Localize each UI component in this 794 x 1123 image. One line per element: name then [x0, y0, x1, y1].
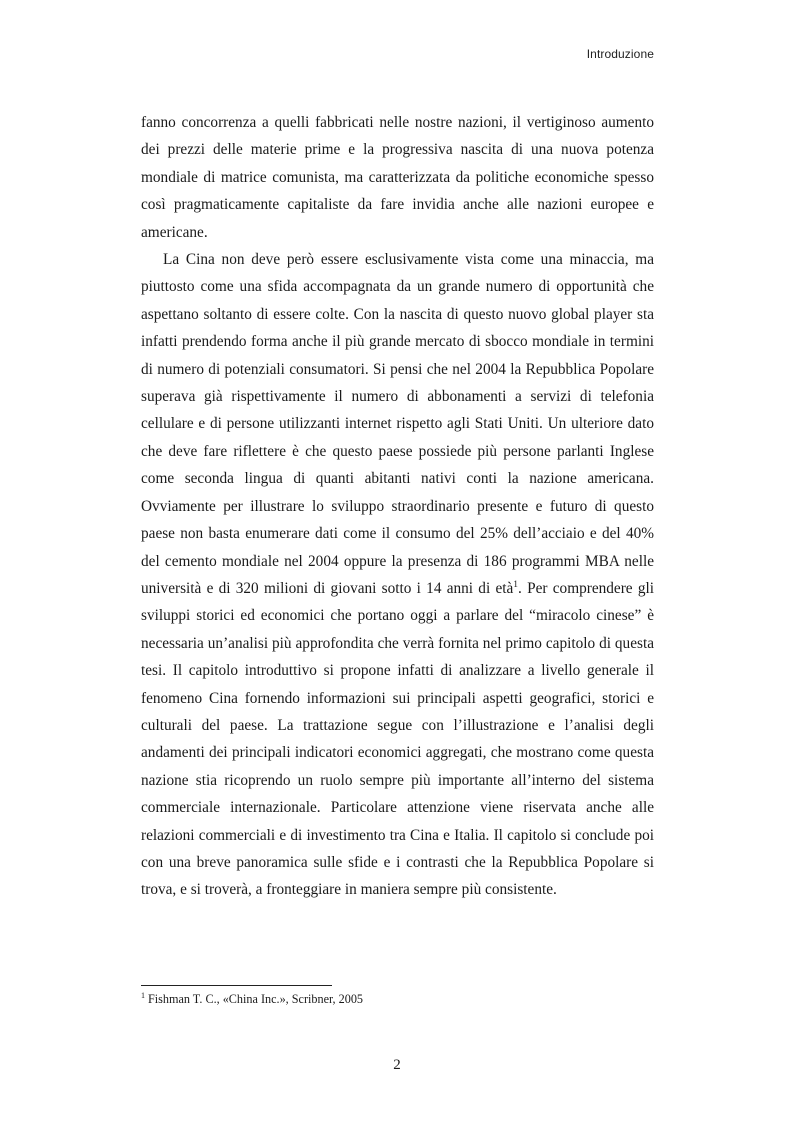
footnote-reference[interactable]: 1 [513, 579, 519, 590]
running-header: Introduzione [586, 47, 654, 61]
paragraph-2-part-2: . Per comprendere gli sviluppi storici ed economici che portano oggi a parlare del “miracolo cinese” è necessaria un’analisi più approfondita che verrà fornita nel primo capitolo di questa tesi. Il capitolo introduttivo si propone infatti di analizzare a livello generale il fenomeno Cina fornendo informazioni sui principali aspetti geografici, storici e culturali del paese. La trattazione segue con l’illustrazione e l’analisi degli andamenti dei principali indicatori economici aggregati, che mostrano come questa nazione stia ricoprendo un ruolo sempre più importante all’interno del sistema commerciale internazionale. Particolare attenzione viene riservata anche alle relazioni commerciali e di investimento tra Cina e Italia. Il capitolo si conclude poi con una breve panoramica sulle sfide e i contrasti che la Repubblica Popolare si trova, e si troverà, a fronteggiare in maniera sempre più consistente. [141, 579, 654, 899]
footnote [141, 991, 654, 1007]
paragraph-2 [141, 246, 654, 904]
page-number: 2 [393, 1057, 401, 1073]
paragraph-1: fanno concorrenza a quelli fabbricati nelle nostre nazioni, il vertiginoso aumento dei prezzi delle materie prime e la progressiva nascita di una nuova potenza mondiale di matrice comunista, ma caratterizzata da politiche economiche spesso così pragmaticamente capitaliste da fare invidia anche alle nazioni europee e americane. [141, 114, 654, 241]
body-text [141, 109, 654, 904]
footnote-text: Fishman T. C., «China Inc.», Scribner, 2005 [148, 992, 364, 1006]
footnote-number: 1 [141, 990, 145, 1000]
footnote-divider [141, 985, 332, 986]
paragraph-2-part-1: La Cina non deve però essere esclusivamente vista come una minaccia, ma piuttosto come una sfida accompagnata da un grande numero di opportunità che aspettano soltanto di essere colte. Con la nascita di questo nuovo global player sta infatti prendendo forma anche il più grande mercato di sbocco mondiale in termini di numero di potenziali consumatori. Si pensi che nel 2004 la Repubblica Popolare superava già rispettivamente il numero di abbonamenti a servizi di telefonia cellulare e di persone utilizzanti internet rispetto agli Stati Uniti. Un ulteriore dato che deve fare riflettere è che questo paese possiede più persone parlanti Inglese come seconda lingua di quanti abitanti nativi conti la nazione americana. Ovviamente per illustrare lo sviluppo straordinario presente e futuro di questo paese non basta enumerare dati come il consumo del 25% dell’acciaio e del 40% del cemento mondiale nel 2004 oppure la presenza di 186 programmi MBA nelle università e di 320 milioni di giovani sotto i 14 anni di età [141, 251, 654, 597]
